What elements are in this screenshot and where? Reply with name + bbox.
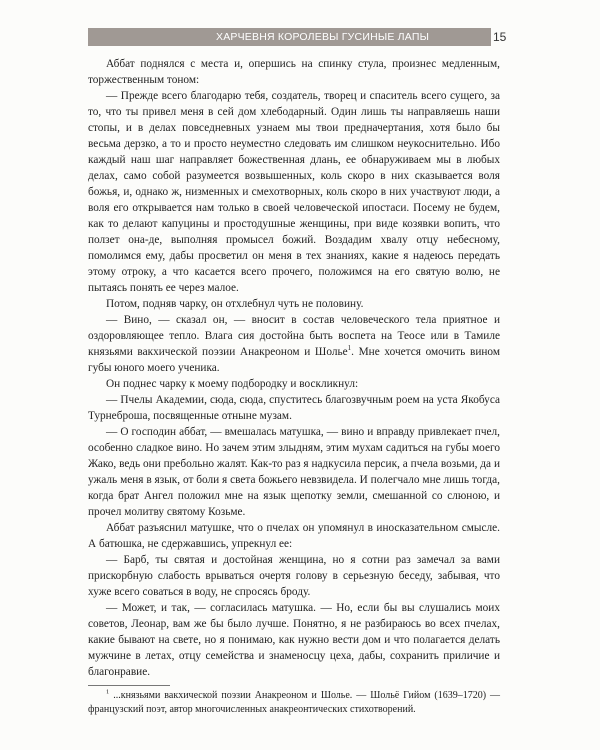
- footnote-reference[interactable]: 1: [347, 344, 352, 353]
- footnote-text: ...князьями вакхической поэзии Анакреоном и Шолье. — Шольё Гийом (1639–1720) — французский поэт, автор многочисленных анакреонтических стихотворений.: [88, 690, 501, 715]
- paragraph: — Барб, ты святая и достойная женщина, но я сотни раз замечал за вами прискорбную слабость врываться очертя голову в серьезную беседу, забывая, что хуже всего соваться в воду, не спросясь броду.: [88, 554, 500, 598]
- footnote-marker: 1: [106, 688, 110, 696]
- paragraph: Аббат разъяснил матушке, что о пчелах он упомянул в иносказательном смысле. А батюшка, не сдержавшись, упрекнул ее:: [88, 522, 500, 550]
- paragraph-with-footnote: [88, 312, 500, 376]
- paragraph: Он поднес чарку к моему подбородку и воскликнул:: [106, 378, 359, 390]
- main-text: [88, 56, 500, 680]
- paragraph: — Может, и так, — согласилась матушка. — Но, если бы вы слушались моих советов, Леонар, вам же бы было лучше. Понятно, я не разбираюсь во всех пчелах, какие бывают на свете, но я понимаю, как нужно вести дом и что полагается делать мужчине в летах, отцу семейства и знаменосцу цеха, дабы, сохранить приличие и благонравие.: [88, 602, 500, 678]
- footnote: [88, 689, 500, 717]
- page-number: 15: [493, 30, 507, 44]
- paragraph: Аббат поднялся с места и, опершись на спинку стула, произнес медленным, торжественным тоном:: [88, 58, 500, 86]
- paragraph: Потом, подняв чарку, он отхлебнул чуть не половину.: [106, 298, 364, 310]
- footnote-divider: [88, 685, 170, 686]
- paragraph-text-tail: . Мне хочется омочить вином губы юного моего ученика.: [88, 346, 500, 374]
- running-header-title: ХАРЧЕВНЯ КОРОЛЕВЫ ГУСИНЫЕ ЛАПЫ: [216, 31, 430, 43]
- paragraph: — Прежде всего благодарю тебя, создатель, творец и спаситель всего сущего, за то, что ты привел меня в сей дом хлебодарный. Один лишь ты направляешь наши стопы, и в делах повседневных узнаем мы твои предначертания, хотя было бы весьма дерзко, а то и просто неуместно следовать им слишком неукоснительно. Ибо каждый наш шаг направляет божественная длань, ее обнаруживаем мы в любых делах, само собой разумеется возвышенных, коль скоро в них сказывается воля божья, и, однако ж, низменных и смехотворных, коль скоро в них участвуют люди, а воля его открывается нам только в своей человеческой ипостаси. Посему не будем, как то делают капуцины и простодушные женщины, при виде козявки вопить, что ползет она-де, выполняя промысел божий. Воздадим хвалу отцу небесному, помолимся ему, дабы просветил он меня в тех знаниях, какие я надеюсь передать этому отроку, а что касается всего прочего, положимся на его святую волю, не пытаясь понять ее через малое.: [88, 90, 500, 294]
- paragraph: — Пчелы Академии, сюда, сюда, спуститесь благозвучным роем на уста Якобуса Турнеброша, посвященные отныне музам.: [88, 394, 500, 422]
- running-header: [88, 28, 491, 46]
- paragraph-text: — Вино, — сказал он, — вносит в состав человеческого тела приятное и оздоровляющее тепло. Влага сия достойна быть воспета на Теосе или в Тамиле князьями вакхической поэзии Анакреоном и Шолье: [88, 314, 500, 358]
- paragraph: — О господин аббат, — вмешалась матушка, — вино и вправду привлекает пчел, особенно сладкое вино. Но зачем этим злыдням, этим мухам садиться на губы моего Жако, ведь они пребольно жалят. Как-то раз я надкусила персик, а пчела возьми, да и ужаль меня в язык, от боли я света божьего невзвидела. И полегчало мне лишь тогда, когда брат Ангел положил мне на язык щепотку земли, смешанной со слюною, и прочел молитву святому Козьме.: [88, 426, 500, 518]
